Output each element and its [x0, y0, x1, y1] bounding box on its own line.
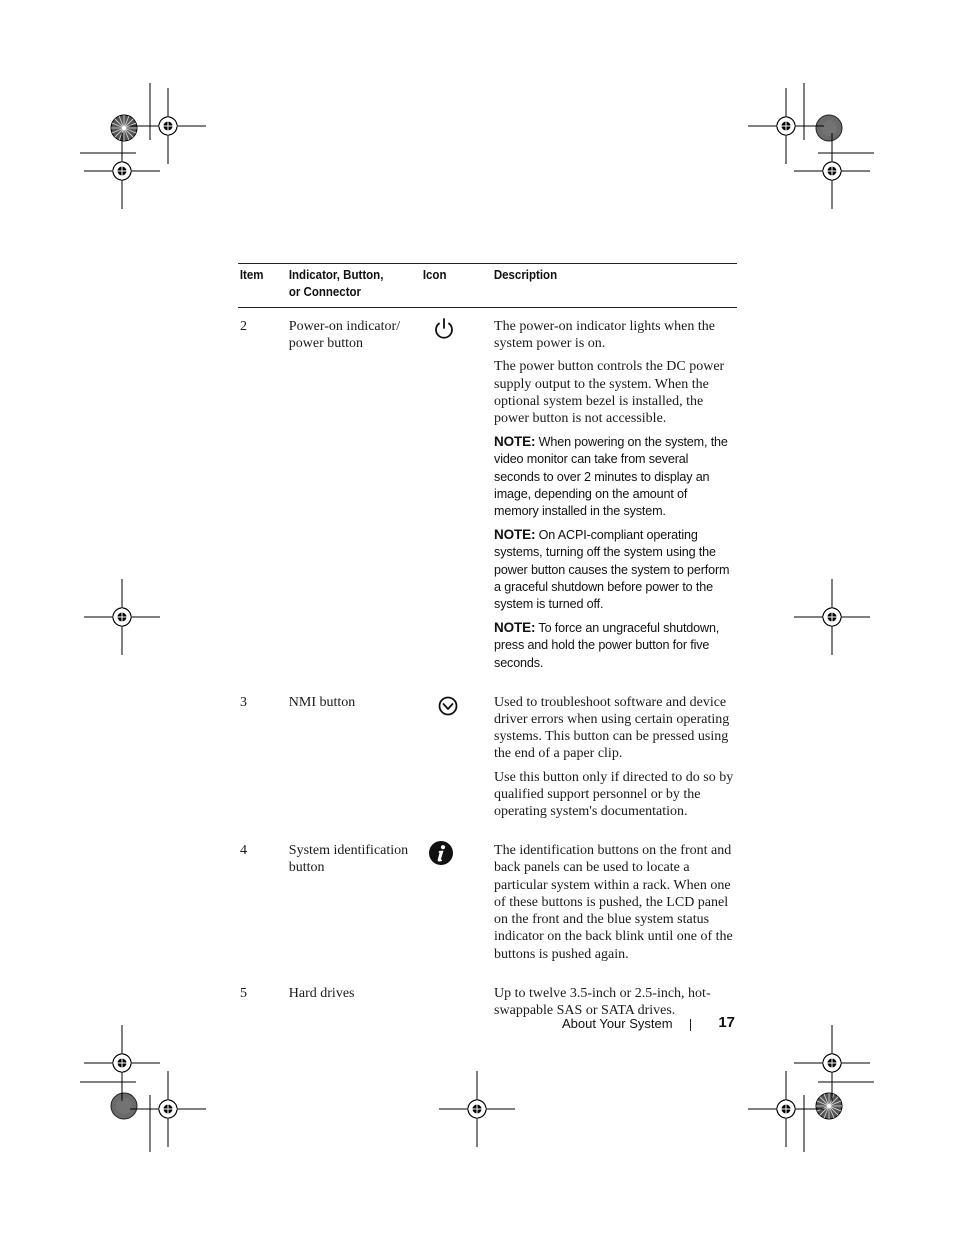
- row-indicator-name: System identification button: [288, 843, 409, 876]
- row-item-number: 5: [240, 985, 247, 1001]
- header-icon: Icon: [421, 264, 486, 308]
- note: NOTE: To force an ungraceful shutdown, press and hold the power button for five seconds.: [494, 620, 720, 670]
- table-row: [238, 308, 737, 684]
- row-indicator-name: Hard drives: [288, 985, 355, 1001]
- note-label: NOTE:: [494, 527, 536, 543]
- row-item-number: 3: [240, 694, 247, 710]
- description-paragraph: The power button controls the DC power supply output to the system. When the optional system bezel is installed, the power button is not accessible.: [494, 359, 725, 427]
- page-number: 17: [718, 1014, 735, 1031]
- power-icon: [431, 316, 457, 342]
- footer-separator: [690, 1019, 691, 1031]
- header-item: Item: [238, 264, 283, 308]
- page-footer: [540, 1013, 737, 1035]
- table-row: [238, 684, 737, 832]
- row-indicator-name: Power-on indicator/ power button: [288, 319, 401, 352]
- table-header-row: [238, 264, 737, 308]
- header-indicator: Indicator, Button, or Connector: [287, 264, 410, 308]
- header-description: Description: [492, 264, 717, 308]
- indicators-table: [238, 263, 737, 1031]
- description-paragraph: The identification buttons on the front and back panels can be used to locate a particular system within a rack. When one of these buttons is pushed, the LCD panel on the front and the blue system status indicator on the back blink until one of the buttons is pushed again.: [494, 843, 733, 962]
- description-paragraph: Used to troubleshoot software and device driver errors when using certain operating systems. This button can be pressed using the end of a paper clip.: [494, 694, 730, 762]
- row-description: [492, 308, 737, 684]
- description-paragraph: Up to twelve 3.5-inch or 2.5-inch, hot-swappable SAS or SATA drives.: [494, 985, 711, 1018]
- note-label: NOTE:: [494, 434, 536, 450]
- row-item-number: 2: [240, 319, 247, 334]
- row-indicator-name: NMI button: [288, 694, 356, 710]
- row-description: [492, 684, 737, 832]
- table-row: [238, 832, 737, 974]
- footer-section-title: About Your System: [562, 1016, 673, 1031]
- description-paragraph: Use this button only if directed to do so by qualified support personnel or by the operating system's documentation.: [494, 769, 734, 820]
- nmi-icon: [435, 693, 461, 719]
- row-item-number: 4: [240, 843, 247, 859]
- note-label: NOTE:: [494, 620, 536, 636]
- description-paragraph: The power-on indicator lights when the system power is on.: [494, 319, 715, 352]
- row-description: [492, 832, 737, 974]
- info-icon: [427, 839, 455, 867]
- note: NOTE: On ACPI-compliant operating systems, turning off the system using the power button causes the system to perform a graceful shutdown before power to the system is turned off.: [494, 527, 730, 612]
- note: NOTE: When powering on the system, the video monitor can take from several seconds to over 2 minutes to display an image, depending on the amount of memory installed in the system.: [494, 434, 728, 519]
